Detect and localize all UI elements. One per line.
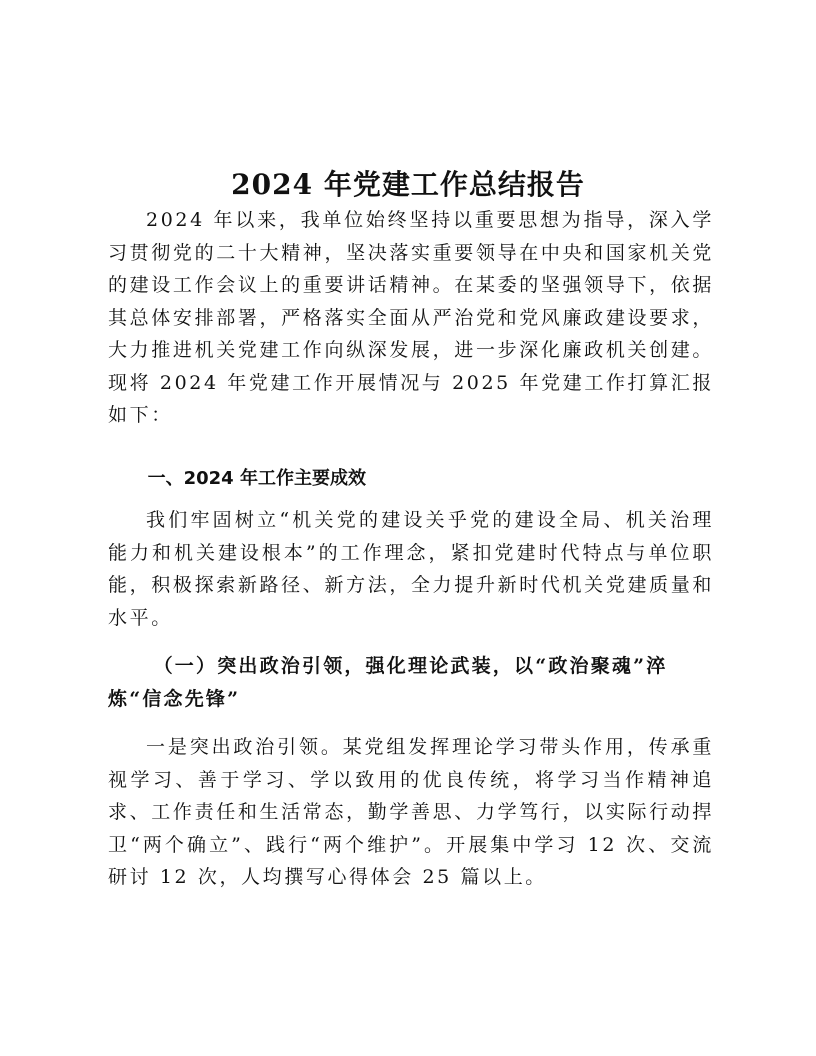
section-heading: 一、2024 年工作主要成效 [147, 468, 366, 489]
document-title: 2024 年党建工作总结报告 [231, 167, 585, 201]
subsection-heading: （一）突出政治引领，强化理论武装，以“政治聚魂”淬炼“信念先锋” [108, 655, 668, 710]
subsection-paragraph: 一是突出政治引领。某党组发挥理论学习带头作用，传承重视学习、善于学习、学以致用的优良传统，将学习当作精神追求、工作责任和生活常态，勤学善思、力学笃行，以实际行动捍卫“两个确立”、践行“两个维护”。开展集中学习 12 次、交流研讨 12 次，人均撰写心得体会 25 篇以上。 [108, 736, 714, 888]
section-paragraph: 我们牢固树立“机关党的建设关乎党的建设全局、机关治理能力和机关建设根本”的工作理念，紧扣党建时代特点与单位职能，积极探索新路径、新方法，全力提升新时代机关党建质量和水平。 [108, 509, 714, 629]
intro-paragraph: 2024 年以来，我单位始终坚持以重要思想为指导，深入学习贯彻党的二十大精神，坚决落实重要领导在中央和国家机关党的建设工作会议上的重要讲话精神。在某委的坚强领导下，依据其总体安排部署，严格落实全面从严治党和党风廉政建设要求，大力推进机关党建工作向纵深发展，进一步深化廉政机关创建。现将 2024 年党建工作开展情况与 2025 年党建工作打算汇报如下： [108, 209, 714, 426]
